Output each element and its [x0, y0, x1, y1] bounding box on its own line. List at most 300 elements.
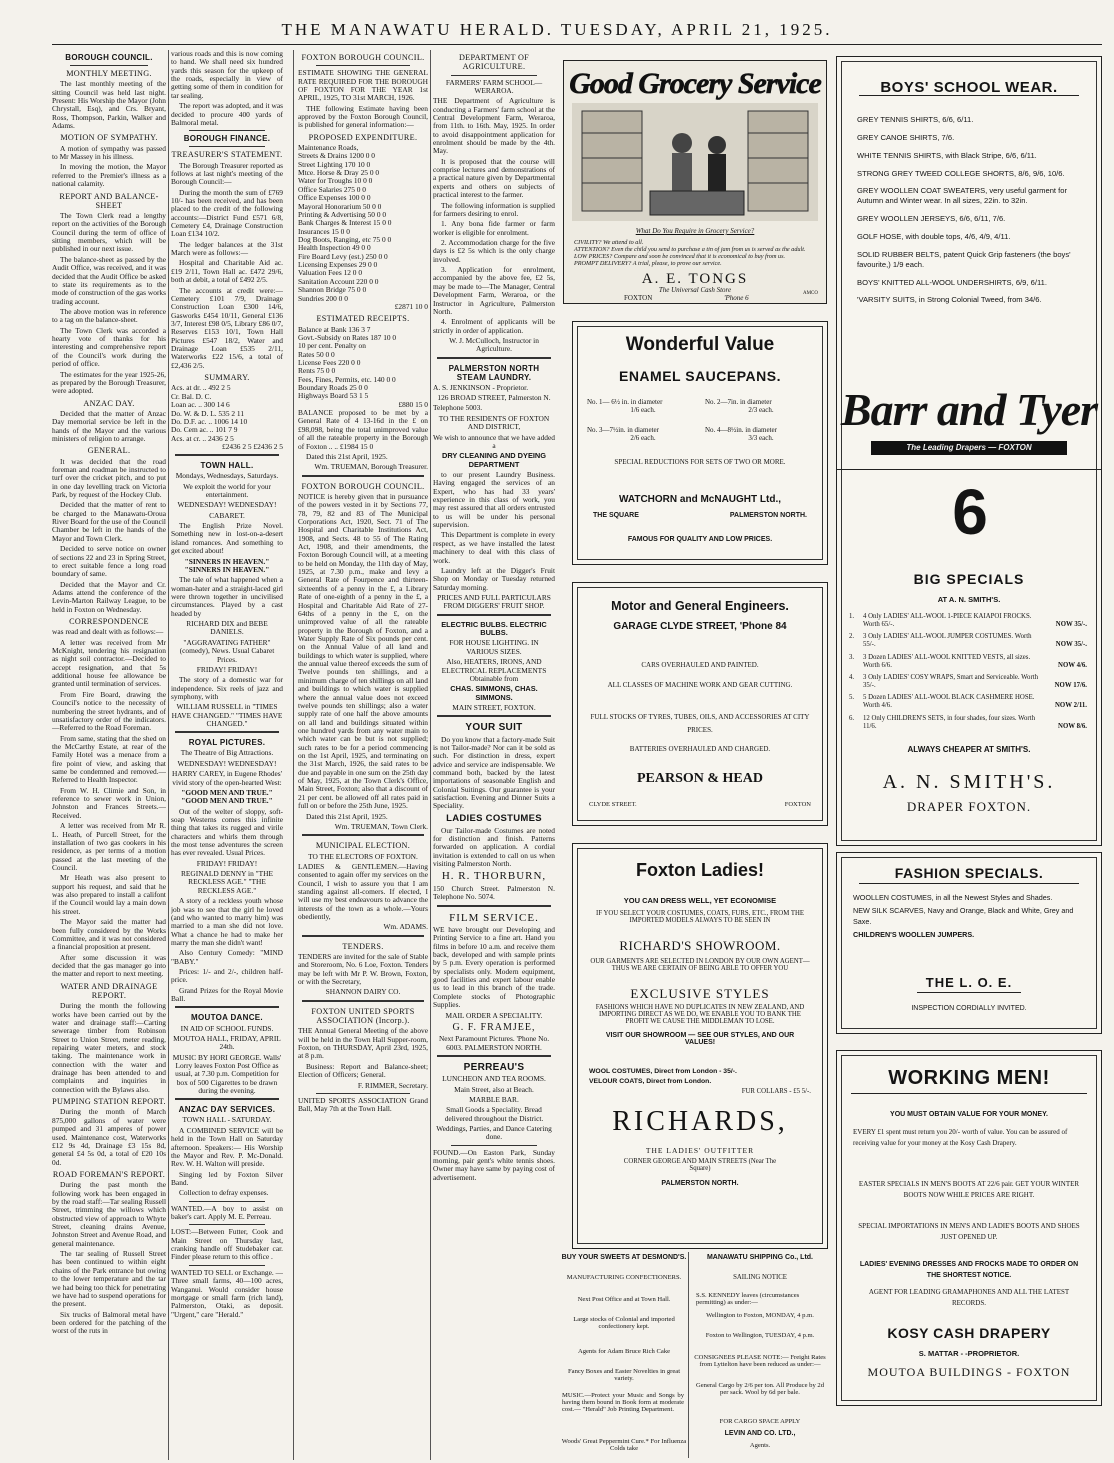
paragraph: Mr Heath was also present to support his request, and said that he was also prepared to install a califont if the Council would lay a main down his street. — [52, 873, 166, 916]
ad-line: ALL CLASSES OF MACHINE WORK AND GEAR CUTTING. — [607, 681, 793, 689]
ad-line: FOR CARGO SPACE APPLY — [719, 1418, 801, 1425]
table-row: Rents 75 0 0 — [298, 366, 336, 376]
ad-line: Wellington to Foxton, MONDAY, 4 p.m. — [706, 1312, 814, 1319]
ad-line: The story of a domestic war for independence. Six reels of jazz and symphony, with — [171, 675, 283, 701]
firm-name: PEARSON & HEAD — [636, 771, 763, 786]
paragraph: The report was adopted, and it was decided to procure 400 yards of Balmoral metal. — [171, 101, 283, 127]
notice-text: Dated this 21st April, 1925. — [306, 811, 388, 821]
ad-line: IN AID OF SCHOOL FUNDS. — [180, 1023, 274, 1033]
ad-line: Woods' Great Peppermint Cure.* For Influenza Colds take — [561, 1438, 687, 1452]
item-number: 4. — [849, 673, 855, 681]
ad-subtitle: SAILING NOTICE — [733, 1274, 787, 1281]
ad-line: Singing led by Foxton Silver Band. — [171, 1169, 283, 1187]
ad-line: MOUTOA BUILDINGS - FOXTON — [867, 1365, 1071, 1379]
section-heading: PROPOSED EXPENDITURE. — [308, 132, 418, 142]
smith-specials — [849, 613, 1087, 735]
ad-line: Next Post Office and at Town Hall. — [577, 1296, 671, 1303]
paragraph: The tar sealing of Russell Street has been continued to within eight chains of the Park entrance but owing to the lower temperature and the tar we had being too thick for penetrating we have had to suspend operations for the present. — [52, 1249, 166, 1309]
table-row: Licensing Expenses 29 0 0 — [298, 260, 378, 270]
saucepan-price: 2/3 each. — [748, 406, 774, 414]
paragraph: Decided that the matter of rent to be charged to the Manawatu-Oroua River Board for the use of the Council Chamber be left in the hands of the Mayor and Town Clerk. — [52, 500, 166, 543]
grocery-phone: 'Phone 6 — [724, 294, 749, 302]
section-heading: PUMPING STATION REPORT. — [52, 1097, 166, 1107]
column-4 — [433, 50, 555, 1458]
price-line: WOOL COSTUMES, Direct from London - 35/-. — [589, 1068, 737, 1075]
ad-title: FILM SERVICE. — [449, 911, 539, 924]
ad-line: CARS OVERHAULED AND PAINTED. — [641, 661, 759, 669]
table-row: Sundries 200 0 0 — [298, 293, 348, 303]
notice-text: ESTIMATE SHOWING THE GENERAL RATE REQUIRED FOR THE BOROUGH OF FOXTON FOR THE YEAR 1st APRIL, 1925, TO 31st MARCH, 1926. — [298, 68, 428, 103]
paragraph: The Town Clerk read a lengthy report on the activities of the Borough Council during the term of office of sitting members, which will be published in our next issue. — [52, 211, 166, 254]
special-item — [849, 674, 1087, 690]
article-title: BOROUGH FINANCE. — [183, 134, 271, 144]
table-row: Water for Troughs 10 0 0 — [298, 176, 373, 186]
notice-text: LADIES & GENTLEMEN.—Having consented to again offer my services on the Council, I wish to assure you that I am standing against all-comers. If elected, I will use my best endeavours to advance the interests of the town as a whole.—Yours obediently, — [298, 861, 428, 922]
grocery-title: Good Grocery Service — [569, 67, 821, 100]
ad-name: G. F. FRAMJEE, — [452, 1021, 536, 1033]
title-rule — [917, 992, 1021, 993]
film-title: WILLIAM RUSSELL in "TIMES HAVE CHANGED." "TIMES HAVE CHANGED." — [171, 702, 283, 729]
item-text: 3 Dozen LADIES' ALL-WOOL KNITTED VESTS, all sizes. Worth 6/6. — [863, 653, 1031, 669]
ad-line: S. MATTAR - -PROPRIETOR. — [918, 1349, 1020, 1358]
ad-line: Weddings, Parties, and Dance Catering done. — [436, 1124, 552, 1142]
boys-item: 'VARSITY SUITS, in Strong Colonial Tweed, from 34/6. — [857, 295, 1042, 305]
paragraph: various roads and this is now coming to hand. We shall need six hundred yards this season for the upkeep of the roads, especially in view of getting some of them in condition for tar sealing. — [171, 50, 283, 100]
table-row: 10 per cent. Penalty on — [298, 341, 366, 351]
ad-line: The tale of what happened when a woman-hater and a straight-laced girl were thrown together in uncivilised circumstances. Played by a cast headed by — [171, 575, 283, 618]
paragraph: The balance-sheet as passed by the Audit Office, was received, and it was decided that the Audit Office be asked to state its requirements as to the mode of construction of the gas works trading account. — [52, 254, 166, 306]
paragraph: was read and dealt with as follows:— — [52, 627, 164, 637]
paragraph: During the month the sum of £769 10/- has been received, and has been placed to the credit of the following accounts:—District Fund £571 6/8, Cemetery £4, Drainage Construction Loan £134 10/2. — [171, 187, 283, 239]
paragraph: A motion of sympathy was passed to Mr Massey in his illness. — [52, 143, 166, 162]
ad-line: MARBLE BAR. — [469, 1094, 519, 1104]
paragraph: The last monthly meeting of the sitting Council was held last night. Present: His Worship the Mayor (John Chrystall, Esq), and Crs. Bryant, Ross, Thompson, Parkin, Walker and Adams. — [52, 79, 166, 131]
signature: Wm. TRUEMAN, Borough Treasurer. — [314, 462, 428, 472]
ad-line: EASTER SPECIALS IN MEN'S BOOTS AT 22/6 pair. GET YOUR WINTER BOOTS NOW WHILE PRICES ARE RIGHT. — [858, 1180, 1080, 1200]
ad-line: LADIES' EVENING DRESSES AND FROCKS MADE TO ORDER ON THE SHORTEST NOTICE. — [859, 1261, 1079, 1280]
paragraph: The accounts at credit were:—Cemetery £101 7/9, Drainage Construction Loan £300 14/6, Gasworks £454 10/11, General £136 3/7, Interest £98 0/5, Library £86 0/7, Reserves £153 10/1, Town Hall Pictures £547 18/2, Water and Drainage Loan £535 2/11, Waterworks £22 15/6, a total of £2,436 2/5. — [171, 285, 283, 370]
paragraph: A letter was received from Mr R. L. Heath, of Purcell Street, for the installation of two gas cookers in his residence, as per terms of a motion passed at the last meeting of the Council. — [52, 821, 166, 872]
ad-line: General Cargo by 2/6 per ton. All Produce by 2d per sack. Wool by 6d per bale. — [695, 1382, 825, 1396]
ad-line: Small Goods a Speciality. Bread delivered throughout the District. — [444, 1105, 544, 1123]
ad-line: INSPECTION CORDIALLY INVITED. — [911, 1005, 1027, 1012]
ad-line: Also Century Comedy: "MIND "BABY." — [171, 948, 283, 966]
ad-line: We wish to announce that we have added a — [433, 432, 555, 450]
ad-subtitle: ENAMEL SAUCEPANS. — [618, 368, 781, 384]
paragraph: During the past month the following work has been engaged in by the road staff:—Tar sealing Russell Street, trimming the willows which obstructed view of approach to Whyte Street, cleaning drains Avenue, Johnston Street and Avenue Road, and general maintenance. — [52, 1180, 166, 1248]
notice-text: It is proposed that the course will comprise lectures and demonstrations of a practical nature given by Departmental experts and others on subjects of practical interest to the farmer. — [433, 156, 555, 200]
ad-line: A story of a reckless youth whose job was to see that the girl he loved (and who wanted to marry him) was married to a man she did not love. What a chance he had to make her marry the man she didn't want! — [171, 896, 283, 947]
ad-line: FOR HOUSE LIGHTING. IN VARIOUS SIZES. — [449, 638, 539, 656]
title-rule — [851, 1093, 1087, 1094]
ad-line: 126 BROAD STREET, Palmerston N. — [437, 393, 551, 403]
paragraph: From Fire Board, drawing the Council's notice to the necessity of numbering the street hydrants, and of unsatisfactory order of the indicators.—Referred to the Road Foreman. — [52, 689, 166, 733]
film-title: "SINNERS IN HEAVEN." "SINNERS IN HEAVEN." — [184, 556, 270, 574]
ad-line: Do you know that a factory-made Suit is not Tailor-made? Nor can it be sold as such. For distinction in dress, expert advice and service are indispensable. We command both, backed by the latest importations of seasonable English and Colonial Suitings. Our guarantee is your satisfaction. Evening and Dinner Suits a Speciality. — [433, 734, 555, 811]
paragraph: In moving the motion, the Mayor referred to the Premier's illness as a national calamity. — [52, 162, 166, 189]
paragraph: The ledger balances at the 31st March were as follows:— — [171, 239, 283, 258]
table-row: Maintenance Roads, — [298, 143, 359, 153]
classified-ad: LOST:—Between Futter, Cook and Main Street on Thursday last, cranking handle off Studebaker car. Finder please return to this office . — [171, 1227, 283, 1262]
notice-text: FARMERS' FARM SCHOOL— WERAROA. — [445, 77, 543, 95]
ad-line: MUSIC BY HORI GEORGE. Walls' Lorry leaves Foxton Post Office as usual, at 7.30 p.m. Competition for box of 500 Cigarettes to be drawn during the evening. — [172, 1052, 282, 1096]
ad-line: WE have brought our Developing and Printing Service to a fine art. Hand you films in before 10 a.m. and receive them back, developed and with sample prints by 5 p.m. Every operation is performed by specialists only. Modern equipment, good facilities and expert labour enable us to lead in this branch of the trade. Complete stocks of Photographic Supplies. — [433, 924, 555, 1010]
item-number: 1. — [849, 613, 855, 620]
item-number: 3. — [849, 653, 855, 661]
item-number: 5. — [849, 694, 855, 702]
ad-line: FRIDAY! FRIDAY! — [196, 858, 258, 868]
table-row: Bank Charges & Interest 15 0 0 — [298, 218, 392, 228]
motor-ad — [572, 582, 828, 826]
firm-name: RICHARDS, — [612, 1106, 788, 1137]
table-row: Sanitation Account 220 0 0 — [298, 276, 379, 286]
summary-row: Cr. Bal. D. C. — [171, 391, 212, 401]
firm-name: A. N. SMITH'S. — [882, 771, 1056, 793]
big-six: 6 — [952, 476, 986, 548]
fashion-item: WOOLLEN COSTUMES, in all the Newest Styles and Shades. — [853, 893, 1053, 902]
boys-item: STRONG GREY TWEED COLLEGE SHORTS, 8/6, 9/6, 10/6. — [857, 168, 1065, 178]
notice-text: Dated this 21st April, 1925. — [306, 451, 388, 461]
classified-ad: MUSIC.—Protect your Music and Songs by having them bound in Book form at moderate cost.— "Herald" Job Printing Department. — [562, 1392, 684, 1413]
notice-text: THE Annual General Meeting of the above will be held in the Town Hall Supper-room, Foxton, on THURSDAY, April 23rd, 1925, at 8 p.m. — [298, 1026, 428, 1061]
item-price: NOW 35/-. — [1055, 641, 1087, 649]
ad-line: "AGGRAVATING FATHER" (comedy), News. Usual Cabaret Prices. — [179, 637, 275, 664]
table-row: Streets & Drains 1200 0 0 — [298, 151, 375, 161]
table-row: Street Lighting 170 10 0 — [298, 159, 371, 169]
ad-line: IF YOU SELECT YOUR COSTUMES, COATS, FURS, ETC., FROM THE IMPORTED MODELS ALWAYS TO BE SEEN IN — [595, 910, 805, 924]
table-row: Insurances 15 0 0 — [298, 226, 350, 236]
table-row: Govt.-Subsidy on Rates 187 10 0 — [298, 332, 397, 342]
ad-line: A. S. JENKINSON - Proprietor. — [433, 382, 529, 392]
ad-title: PERREAU'S — [463, 1061, 525, 1073]
summary-table — [171, 384, 283, 451]
ad-title: TOWN HALL. — [200, 461, 254, 471]
ad-line: The Theatre of Big Attractions. — [180, 748, 274, 758]
barr-tyer-logo: Barr and Tyer — [840, 384, 1098, 435]
notice-text: 2. Accommodation charge for the five days is £2 5s which is the only charge involved. — [433, 238, 555, 264]
paragraph: Hospital and Charitable Aid ac. £19 2/11, Town Hall ac. £472 29/6, both at debit, a total of £492 2/5. — [171, 258, 283, 285]
address: THE SQUARE — [593, 512, 639, 519]
ad-title: FASHION SPECIALS. — [894, 865, 1044, 881]
saucepan-size: No. 3—7½in. in diameter — [587, 426, 659, 434]
paragraph: Decided that the matter of Anzac Day memorial service be left in the hands of the Mayor and the various ministers of religion to arrange. — [52, 408, 166, 443]
section-heading: SUMMARY. — [204, 373, 250, 383]
ad-line: DRY CLEANING AND DYEING DEPARTMENT — [441, 451, 547, 469]
grocery-question: What Do You Require in Grocery Service? — [635, 227, 755, 235]
saucepan-item — [705, 426, 817, 442]
ad-line: YOU MUST OBTAIN VALUE FOR YOUR MONEY. — [890, 1111, 1048, 1118]
ad-line: Main Street, also at Beach. — [454, 1084, 534, 1094]
article-subtitle: MONTHLY MEETING. — [66, 69, 152, 79]
table-row: Fees, Fines, Permits, etc. 140 0 0 — [298, 374, 396, 384]
ad-line: RICHARD DIX and BEBE DANIELS. — [186, 619, 268, 637]
special-item — [849, 613, 1087, 629]
paragraph: Decided to serve notice on owner of sections 22 and 23 in Spring Street, to erect suitable fence a long road boundary of same. — [52, 544, 166, 579]
ad-name: H. R. THORBURN, — [441, 870, 547, 883]
notice-text: UNITED SPORTS ASSOCIATION Grand Ball, May 7th at the Town Hall. — [298, 1095, 428, 1114]
notice-title: FOXTON UNITED SPORTS ASSOCIATION (Incorp.). — [311, 1006, 415, 1026]
grocery-line: PROMPT DELIVERY? A trial, please, to prove our service. — [574, 260, 722, 268]
showroom-name: RICHARD'S SHOWROOM. — [619, 938, 781, 953]
item-price: NOW 2/11. — [1055, 702, 1087, 710]
item-price: NOW 35/-. — [1055, 621, 1087, 629]
table-row: Mtce. Horse & Dray 25 0 0 — [298, 168, 380, 178]
ad-title: BIG SPECIALS — [913, 571, 1025, 587]
signature: Wm. ADAMS. — [383, 922, 428, 932]
signature: SHANNON DAIRY CO. — [325, 987, 401, 997]
ad-title: ANZAC DAY SERVICES. — [178, 1105, 276, 1115]
expenditure-table — [298, 144, 428, 311]
ad-line: S.S. KENNEDY leaves (circumstances permitting) as under:— — [696, 1292, 800, 1306]
divider — [837, 469, 1101, 470]
notice-title: FOXTON BOROUGH COUNCIL. — [301, 53, 425, 62]
section-heading: ANZAC DAY. — [83, 398, 135, 408]
table-row: Highways Board 53 1 5 — [298, 391, 369, 401]
item-text: 12 Only CHILDREN'S SETS, in four shades, four sizes. Worth 11/6. — [863, 714, 1035, 730]
ad-title: YOUR SUIT — [465, 722, 523, 734]
notice-title: FOXTON BOROUGH COUNCIL. — [301, 481, 425, 491]
ad-line: Large stocks of Colonial and imported confectionery kept. — [573, 1316, 675, 1330]
ad-line: MAIL ORDER A SPECIALITY. — [445, 1010, 543, 1020]
paragraph: During the month the following works have been carried out by the water and drainage staff:—Carting sewerage timber from Robinson Street to Union Street, meter reading, repairing water meters, and stock taking. The maintenance work in connection with the water and drainage has been attended to and complaints and inquiries in connection with the Bylaws also. — [52, 1001, 166, 1094]
ad-line: SPECIAL IMPORTATIONS IN MEN'S AND LADIE'S BOOTS AND SHOES JUST OPENED UP. — [858, 1222, 1080, 1242]
boys-item: GREY WOOLLEN JERSEYS, 6/6, 6/11, 7/6. — [857, 214, 1006, 224]
item-number: 2. — [849, 633, 855, 641]
column-rule — [168, 50, 169, 1460]
ad-line: Also, HEATERS, IRONS, AND ELECTRICAL REPLACEMENTS Obtainable from — [441, 657, 547, 683]
summary-row: Do. W. & D. L. 535 2 11 — [171, 408, 245, 418]
grocery-line: LOW PRICES? Compare and soon be convinced that it is economical to buy from us. — [574, 253, 786, 261]
paragraph: During the month of March 875,000 gallons of water were pumped and 31 amperes of power used. Maintenance cost, Waterworks £12 9s 4d, Drainage £3 15s 8d, general £4 5s 0d, a total of £20 10s 0d. — [52, 1107, 166, 1167]
column-1 — [52, 50, 166, 1458]
exclusive-styles: EXCLUSIVE STYLES — [630, 986, 770, 1001]
table-row: Office Expenses 100 0 0 — [298, 193, 371, 203]
fashion-ad — [836, 852, 1102, 1034]
firm-name: WATCHORN and McNAUGHT Ltd., — [618, 494, 782, 505]
table-total: £880 15 0 — [398, 399, 428, 409]
saucepan-item — [705, 398, 817, 414]
item-text: 4 Only LADIES' ALL-WOOL 1-PIECE KAIAPOI FROCKS. Worth 65/-. — [863, 613, 1032, 629]
ad-line: Agents for Adam Bruce Rich Cake — [577, 1348, 671, 1355]
notice-text: TO THE ELECTORS OF FOXTON. — [308, 851, 418, 861]
ad-line: The English Prize Novel. Something new in lost-on-a-desert island romances. And something to get excited about! — [171, 521, 283, 556]
paragraph: Six trucks of Balmoral metal have been ordered for the patching of the worst of the ruts in — [52, 1309, 166, 1336]
section-heading: MOTION OF SYMPATHY. — [60, 133, 158, 143]
item-price: NOW 8/6. — [1058, 722, 1087, 730]
ad-line: MAIN STREET, FOXTON. — [452, 702, 536, 712]
ad-line: FASHIONS WHICH HAVE NO DUPLICATES IN NEW ZEALAND, AND IMPORTING DIRECT AS WE DO, WE ENABLE YOU TO BANK THE PROFIT WE CAUSE THE MIDDLEMAN TO LOSE. — [595, 1004, 805, 1025]
ad-line: SPECIAL REDUCTIONS FOR SETS OF TWO OR MORE. — [614, 458, 786, 466]
item-price: NOW 17/6. — [1054, 682, 1087, 690]
ad-line: PALMERSTON NORTH. — [661, 1180, 739, 1187]
table-row: Office Salaries 275 0 0 — [298, 184, 367, 194]
paragraph: The Mayor said the matter had been fully considered by the Works Committee, and it was not considered a financial proposition at present. — [52, 917, 166, 952]
section-heading: CORRESPONDENCE — [69, 617, 149, 627]
saucepan-price: 3/3 each. — [748, 434, 774, 442]
ad-line: TOWN HALL - SATURDAY. — [182, 1115, 272, 1125]
boys-item: WHITE TENNIS SHIRTS, with Black Stripe, 6/6, 6/11. — [857, 150, 1037, 160]
ad-line: LUNCHEON AND TEA ROOMS. — [442, 1074, 546, 1084]
classified-ad: WANTED TO SELL or Exchange. —Three small farms, 40—100 acres, Wanganui. Would consider house mortgage or small farm (rich land), Palmerston, Otaki, as deposit. "Urgent," care "Herald." — [171, 1267, 283, 1319]
kosy-ad — [836, 1050, 1102, 1406]
ad-line: Out of the welter of sloppy, soft-soap Westerns comes this infinite thing that takes its rugged and virile characters and whirls them through the most tense adventures the screen has ever revealed. Usual Prices. — [171, 806, 283, 858]
price-line: FUR COLLARS - £5 5/-. — [741, 1088, 811, 1095]
ad-line: Fancy Boxes and Easter Novelties in great variety. — [567, 1368, 681, 1382]
ad-line: AGENT FOR LEADING GRAMAPHONES AND ALL THE LATEST RECORDS. — [868, 1288, 1070, 1308]
fashion-item: NEW SILK SCARVES, Navy and Orange, Black and White, Grey and Saxe. — [853, 906, 1074, 926]
classified-ad: WANTED.—A boy to assist on baker's cart. Apply M. E. Perreau. — [171, 1203, 283, 1222]
boys-item: GREY CANOE SHIRTS, 7/6. — [857, 132, 955, 142]
table-row: Rates 50 0 0 — [298, 349, 335, 359]
table-row: License Fees 220 0 0 — [298, 357, 361, 367]
grocery-tag: The Universal Cash Store — [658, 286, 732, 294]
special-item — [849, 694, 1087, 710]
ad-line: Next Paramount Pictures. 'Phone No. 6003. PALMERSTON NORTH. — [438, 1034, 550, 1052]
article-title: BOROUGH COUNCIL. — [65, 53, 153, 62]
special-item — [849, 654, 1087, 670]
ad-line: Foxton to Wellington, TUESDAY, 4 p.m. — [705, 1332, 815, 1339]
price-line: VELOUR COATS, Direct from London. — [589, 1078, 712, 1085]
ad-subtitle: GARAGE CLYDE STREET, 'Phone 84 — [613, 621, 787, 632]
grocery-illustration — [572, 103, 818, 221]
ad-line: Our Tailor-made Costumes are noted for distinction and finish. Patterns forwarded on application. A cordial invitation is extended to call on us when visiting Palmerston North. — [433, 825, 555, 869]
notice-text: The following information is supplied for farmers desiring to enrol. — [433, 200, 555, 218]
summary-row: Do. Cem ac. .. 101 7 9 — [171, 425, 238, 435]
grocery-line: CIVILITY? We attend to all. — [574, 239, 644, 246]
paragraph: A letter was received from Mr McKnight, tendering his resignation as night soil contractor.—Decided to accept resignation, and that 5s additional house fee allowance be granted until termination of services. — [52, 637, 166, 689]
ad-line: PRICES AND FULL PARTICULARS FROM DIGGERS' FRUIT SHOP. — [437, 593, 551, 611]
section-heading: REPORT AND BALANCE-SHEET — [59, 191, 159, 210]
ad-title: Foxton Ladies! — [635, 860, 764, 880]
ad-title: WORKING MEN! — [888, 1067, 1050, 1089]
ad-line: 150 Church Street. Palmerston N. Telephone No. 5074. — [433, 883, 555, 902]
ad-line: Prices: 1/- and 2/-, children half-price. — [171, 967, 283, 985]
summary-row: Loan ac. .. 300 14 6 — [171, 400, 230, 410]
ad-line: This Department is complete in every respect, as we have installed the latest machinery to deal with this class of work. — [433, 530, 555, 565]
ad-line: Laundry left at the Digger's Fruit Shop on Monday or Tuesday returned Saturday morning. — [433, 565, 555, 592]
saucepan-item — [587, 398, 699, 414]
title-rule — [859, 883, 1079, 884]
ad-line: Telephone 5003. — [433, 403, 483, 413]
item-number: 6. — [849, 714, 855, 722]
notice-title: TENDERS. — [342, 941, 384, 951]
grocery-line: ATTENTION? Even the child you send to purchase a tin of jam from us is served as the adult. — [574, 246, 806, 254]
signature: F. RIMMER, Secretary. — [357, 1080, 428, 1090]
ad-title: MOUTOA DANCE. — [191, 1013, 263, 1023]
item-text: 3 Only LADIES' COSY WRAPS, Smart and Serviceable. Worth 35/-. — [863, 673, 1038, 690]
ad-line: FULL STOCKS OF TYRES, TUBES, OILS, AND ACCESSORIES AT CITY PRICES. — [590, 713, 810, 734]
notice-text: Business: Report and Balance-sheet; Election of Officers; General. — [298, 1061, 428, 1080]
fashion-item: CHILDREN'S WOOLLEN JUMPERS. — [853, 930, 975, 940]
summary-total: £2436 2 5 £2436 2 5 — [222, 441, 283, 451]
ad-line: HARRY CAREY, in Eugene Rhodes' vivid story of the open-hearted West: — [172, 769, 282, 787]
shipping-ad — [694, 1252, 826, 1458]
section-heading: GENERAL. — [87, 446, 131, 456]
paragraph: The above motion was in reference to a tag on the balance-sheet. — [52, 307, 166, 325]
ad-line: A COMBINED SERVICE will be held in the Town Hall on Saturday afternoon. Speakers:— His Worship the Mayor and Rev. P. Mc-Donald. Rev. W. H. Walton will preside. — [171, 1125, 283, 1169]
ad-line: FRIDAY! FRIDAY! — [196, 664, 258, 674]
paragraph: From same, stating that the shed on the McCarthy Estate, at rear of the Family Hotel was a menace from a fire point of view, and asking that same be condemned and removed.—Referred to Health Inspector. — [52, 733, 166, 785]
section-heading: ESTIMATED RECEIPTS. — [316, 314, 410, 324]
ad-line: EVERY £1 spent must return you 20/- worth of value. You can be assured of receiving value for your money at the Kosy Cash Drapery. — [853, 1128, 1068, 1148]
receipts-table — [298, 326, 428, 410]
ad-line: CHAS. SIMMONS, CHAS. SIMMONS. — [450, 684, 538, 702]
sweets-ad — [560, 1252, 689, 1458]
ad-line: Grand Prizes for the Royal Movie Ball. — [171, 985, 283, 1004]
ad-subtitle: MANUFACTURING CONFECTIONERS. — [566, 1274, 682, 1281]
table-row: Valuation Fees 12 0 0 — [298, 268, 363, 278]
paragraph: Decided that the Mayor and Cr. Adams attend the conference of the Levin-Marton Railway League, to be held in Foxton on Wednesday. — [52, 579, 166, 614]
saucepan-price: 2/6 each. — [630, 434, 656, 442]
notice-text: THE Department of Agriculture is conducting a Farmers' farm school at the Central Development Farm, Weraroa, from 11th. to 16th. May, 1925. In order to avoid disappointment application for enrolment should be made by the 4th. May. — [433, 96, 555, 156]
saucepan-size: No. 4—8½in. in diameter — [705, 426, 777, 434]
table-row: Fire Board Levy (est.) 250 0 0 — [298, 251, 388, 261]
table-row: Printing & Advertising 50 0 0 — [298, 209, 387, 219]
notice-text: TENDERS are invited for the sale of Stable and Storeroom, No. 6 Loe, Foxton. Tenders may be left with Mr P. W. Brown, Foxton, or with the Secretary, — [298, 952, 428, 987]
table-row: Boundary Roads 25 0 0 — [298, 383, 368, 393]
masthead-rule — [52, 44, 1102, 45]
grocery-artist: AMCO — [802, 291, 818, 296]
boys-item: GREY TENNIS SHIRTS, 6/6, 6/11. — [857, 115, 974, 124]
ad-title: BUY YOUR SWEETS AT DESMOND'S. — [561, 1254, 687, 1261]
ad-line: WEDNESDAY! WEDNESDAY! — [177, 758, 277, 768]
ad-title: PALMERSTON NORTH STEAM LAUNDRY. — [448, 363, 540, 382]
table-total: £2871 10 0 — [394, 301, 428, 311]
paragraph: It was decided that the road foreman and roadman be instructed to turf over the cricket pitch, and to put in one day levelling track on Victoria Park, by request of the Hockey Club. — [52, 456, 166, 499]
ad-title: Wonderful Value — [625, 334, 775, 355]
ad-title: BOYS' SCHOOL WEAR. — [880, 79, 1058, 96]
item-text: 5 Dozen LADIES' ALL-WOOL BLACK CASHMERE HOSE. Worth 4/6. — [863, 694, 1035, 710]
boys-item: GREY WOOLLEN COAT SWEATERS, very useful garment for Autumn and Winter wear. In all sizes, 22in. to 32in. — [857, 186, 1068, 206]
table-row: Mayoral Honorarium 50 0 0 — [298, 201, 382, 211]
barr-tyer-tagline: The Leading Drapers — FOXTON — [871, 441, 1067, 455]
section-heading: ROAD FOREMAN'S REPORT. — [52, 1169, 166, 1179]
saucepan-size: No. 1— 6½ in. in diameter — [587, 398, 663, 406]
address: CLYDE STREET. — [589, 801, 637, 808]
section-heading: WATER AND DRAINAGE REPORT. — [60, 981, 158, 1000]
ad-subtitle: YOU CAN DRESS WELL, YET ECONOMISE — [623, 896, 777, 905]
loe-name: THE L. O. E. — [925, 975, 1013, 990]
column-rule — [293, 50, 294, 1460]
ad-line: CORNER GEORGE AND MAIN STREETS (Near The Square) — [623, 1158, 777, 1172]
ad-title: MANAWATU SHIPPING Co., Ltd. — [706, 1254, 814, 1261]
paragraph: The estimates for the year 1925-26, as prepared by the Borough Treasurer, were adopted. — [52, 369, 166, 396]
boys-item: BOYS' KNITTED ALL-WOOL UNDERSHIRTS, 6/9, 6/11. — [857, 277, 1047, 287]
item-price: NOW 4/6. — [1058, 661, 1087, 669]
masthead: THE MANAWATU HERALD. TUESDAY, APRIL 21, 1925. — [281, 20, 833, 39]
boys-items — [857, 115, 1083, 313]
column-rule — [430, 50, 431, 1460]
ad-line: Agents. — [749, 1442, 771, 1449]
ad-title: LADIES COSTUMES — [446, 812, 542, 824]
address: PALMERSTON NORTH. — [729, 512, 807, 519]
section-heading: TREASURER'S STATEMENT. — [171, 150, 283, 160]
ad-line: TO THE RESIDENTS OF FOXTON AND DISTRICT, — [438, 413, 550, 432]
summary-row: Do. D.F. ac. .. 1006 14 10 — [171, 416, 248, 426]
ad-line: WEDNESDAY! WEDNESDAY! — [177, 500, 277, 510]
grocery-ad — [563, 60, 827, 304]
notice-text: BALANCE proposed to be met by a General Rate of 4 13-16d in the £ on £98,098, being the total unimproved value of all the rateable property in the Borough of Foxton .. .. £1984 15 0 — [298, 408, 428, 451]
saucepans-ad — [572, 321, 828, 565]
title-rule — [859, 95, 1079, 96]
table-row: Health Inspection 49 0 0 — [298, 243, 371, 253]
ad-line: MOUTOA HALL, FRIDAY, APRIL 24th. — [173, 1033, 281, 1052]
boys-item: SOLID RUBBER BELTS, patent Quick Grip fasteners (the boys' favourite,) 1/9 each. — [857, 249, 1071, 269]
notice-text: 4. Enrolment of applicants will be strictly in order of application. — [433, 317, 555, 335]
ad-line: THE LADIES' OUTFITTER — [645, 1146, 755, 1155]
saucepan-size: No. 2—7in. in diameter — [705, 398, 772, 406]
film-title: "GOOD MEN AND TRUE." "GOOD MEN AND TRUE." — [181, 787, 273, 806]
